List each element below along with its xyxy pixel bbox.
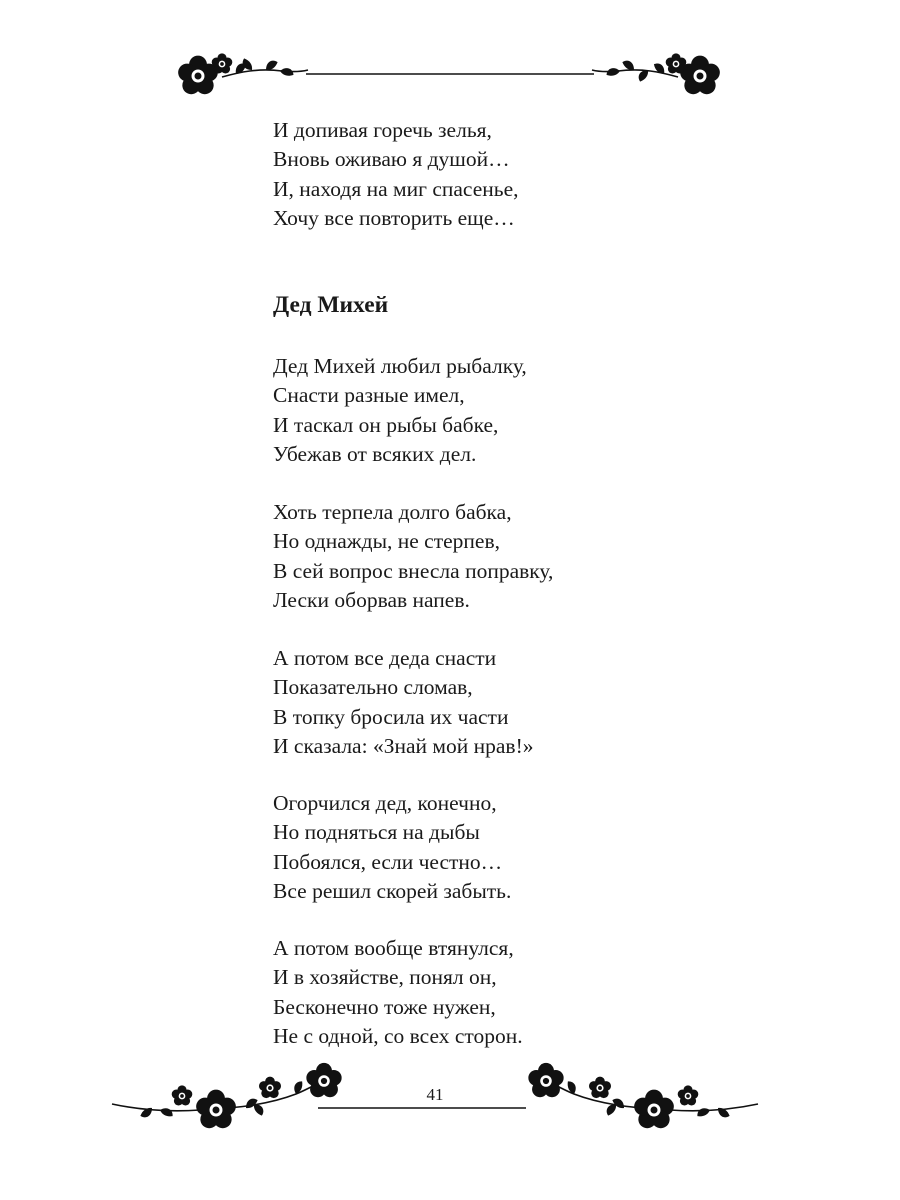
verse-line: Бесконечно тоже нужен, — [273, 994, 496, 1019]
verse-line: Не с одной, со всех сторон. — [273, 1023, 523, 1048]
verse-line: Убежав от всяких дел. — [273, 441, 477, 466]
stanza — [273, 352, 527, 469]
flower-icon — [159, 1105, 175, 1119]
verse-line: И таскал он рыбы бабке, — [273, 412, 499, 437]
stanza — [273, 789, 511, 906]
flower-icon — [589, 1077, 611, 1098]
flower-icon — [666, 53, 687, 73]
verse-line: Дед Михей любил рыбалку, — [273, 354, 527, 378]
flower-icon — [306, 1063, 341, 1097]
verse-line: Все решил скорей забыть. — [273, 878, 512, 903]
flower-icon — [259, 1077, 281, 1098]
verse-line: Но однажды, не стерпев, — [273, 529, 500, 554]
flower-icon — [196, 1090, 236, 1129]
verse-line: И, находя на миг спасенье, — [273, 176, 519, 201]
flower-icon — [212, 53, 233, 73]
flower-icon — [605, 66, 621, 78]
verse-line: Показательно сломав, — [273, 675, 473, 700]
top-left-vine — [222, 70, 308, 77]
flower-icon — [565, 1079, 579, 1095]
verse-line: Снасти разные имел, — [273, 383, 465, 408]
flower-icon — [279, 66, 295, 78]
verse-line: Побоялся, если честно… — [273, 849, 503, 874]
stanza — [273, 498, 553, 615]
verse-line: Хоть терпела долго бабка, — [273, 500, 512, 524]
verse-line: В сей вопрос внесла поправку, — [273, 558, 554, 583]
verse-line: А потом вообще втянулся, — [273, 936, 514, 960]
flower-icon — [678, 1085, 699, 1105]
top-ornament — [0, 52, 900, 112]
flower-icon — [634, 1090, 674, 1129]
flower-icon — [695, 1105, 711, 1119]
verse-line: Но подняться на дыбы — [273, 820, 480, 845]
verse-line: Хочу все повторить еще… — [273, 205, 515, 230]
verse-line: И сказала: «Знай мой нрав!» — [273, 733, 534, 758]
intro-stanza — [273, 116, 519, 233]
stanza — [273, 644, 534, 761]
stanza — [273, 934, 523, 1051]
flower-icon — [291, 1079, 305, 1095]
verse-line: Вновь оживаю я душой… — [273, 147, 510, 172]
page-number: 41 — [426, 1085, 444, 1104]
verse-line: Лески оборвав напев. — [273, 587, 470, 612]
flower-icon — [528, 1063, 563, 1097]
top-right-vine — [592, 70, 678, 77]
flower-icon — [172, 1085, 193, 1105]
poem-title: Дед Михей — [273, 292, 389, 318]
verse-line: И в хозяйстве, понял он, — [273, 965, 497, 990]
verse-line: Огорчился дед, конечно, — [273, 791, 497, 815]
verse-line: В топку бросила их части — [273, 704, 509, 729]
verse-line: А потом все деда снасти — [273, 646, 497, 670]
verse-line: И допивая горечь зелья, — [273, 118, 492, 142]
